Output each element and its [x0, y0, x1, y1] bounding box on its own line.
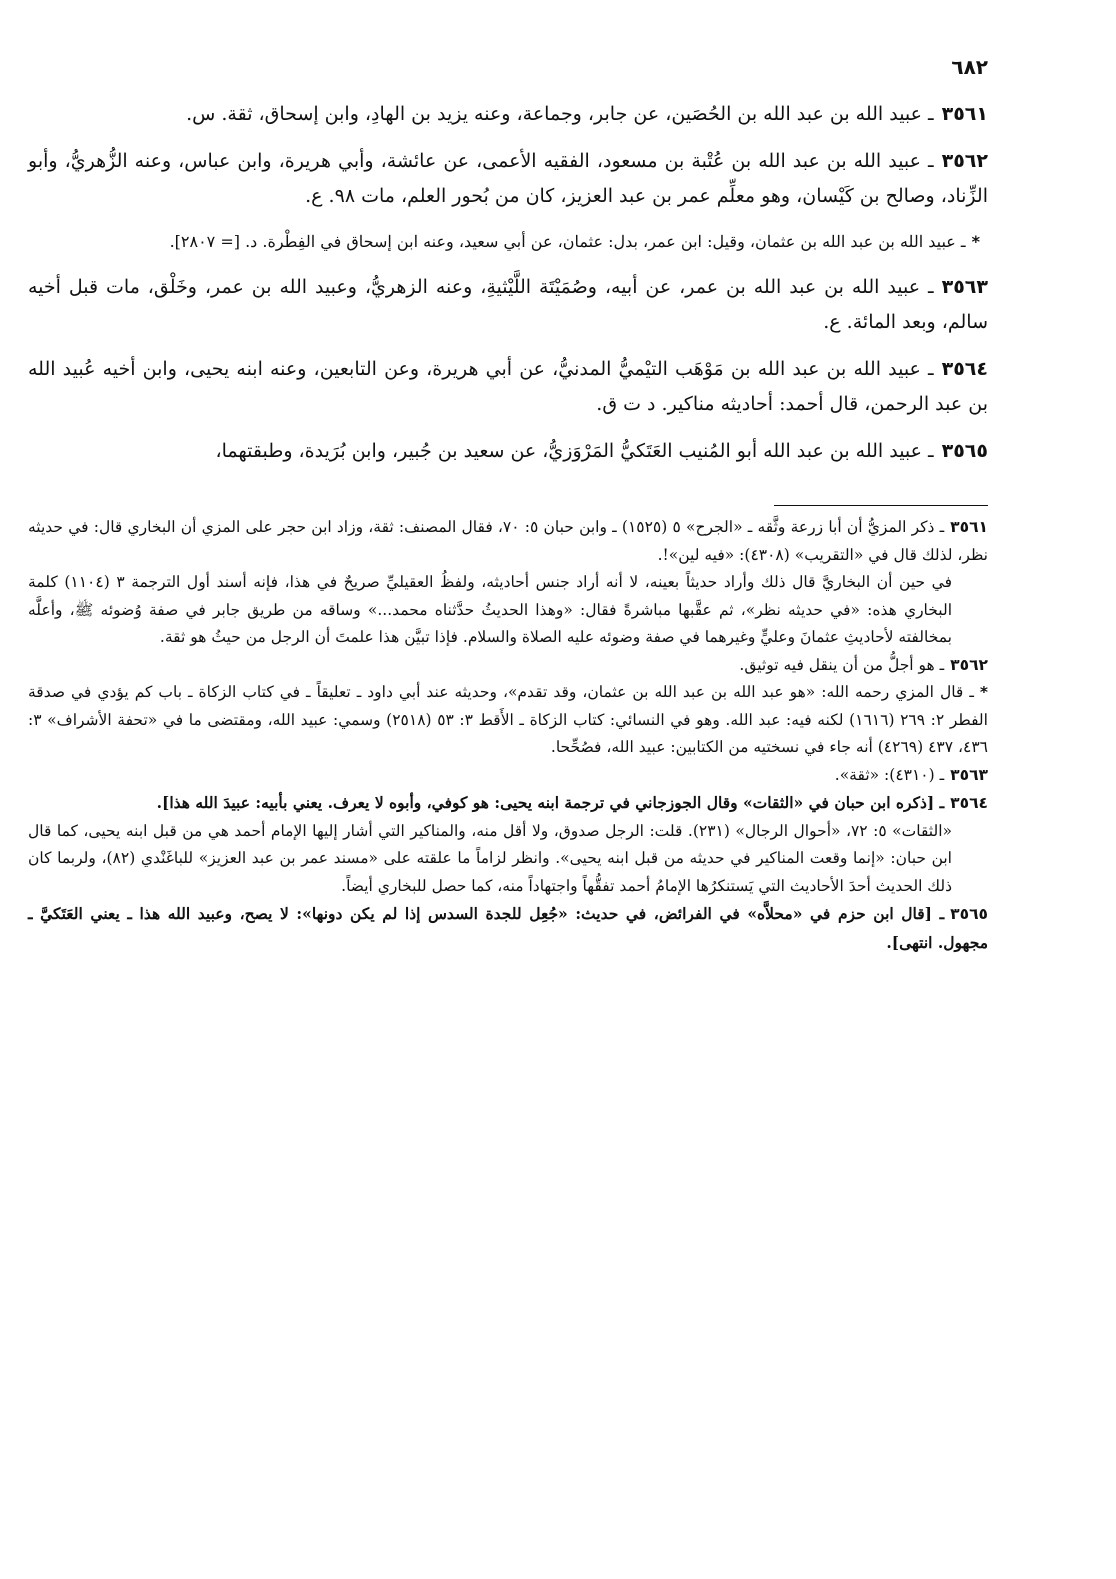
- footnote-star-marker: *: [979, 683, 988, 701]
- entry-text: ـ عبيد الله بن عبد الله بن عمر، عن أبيه، وصُمَيْتَة اللَّيْثيةِ، وعنه الزهريُّ، وعبيد الله بن عمر، وخَلْق، مات قبل أخيه سالم، وبعد المائة. ع.: [28, 276, 988, 333]
- entry-3564: [28, 352, 988, 422]
- footnote-3564: [28, 789, 988, 818]
- entry-star-marker: *: [971, 232, 980, 251]
- entry-3563: [28, 270, 988, 340]
- entry-3561: [28, 97, 988, 132]
- entry-number: ٣٥٦١: [941, 103, 988, 125]
- footnote-divider: [774, 505, 988, 506]
- footnote-text: ـ ذكر المزيُّ أن أبا زرعة وثَّقه ـ «الجرح» ٥ (١٥٢٥) ـ وابن حبان ٥: ٧٠، فقال المصنف: ثقة، وزاد ابن حجر على المزي أن البخاري قال: في حديثه نظر، لذلك قال في «التقريب» (٤٣٠٨): «فيه لين»!.: [28, 518, 988, 564]
- footnote-text: ـ (٤٣١٠): «ثقة».: [834, 765, 945, 784]
- entry-number: ٣٥٦٤: [941, 358, 988, 380]
- entry-number: ٣٥٦٥: [941, 440, 988, 462]
- footnote-number: ٣٥٦٢: [950, 655, 988, 674]
- entry-star: [28, 226, 988, 258]
- footnote-text: ـ [ذكره ابن حبان في «الثقات» وقال الجوزجاني في ترجمة ابنه يحيى: هو كوفي، وأبوه لا يعرف. يعني بأبيه: عبيدَ الله هذا].: [156, 793, 945, 812]
- footnote-3561: [28, 514, 988, 569]
- page-number: ٦٨٢: [951, 55, 988, 79]
- footnote-3562: [28, 652, 988, 680]
- entry-text: ـ عبيد الله بن عبد الله بن عثمان، وقيل: ابن عمر، بدل: عثمان، عن أبي سعيد، وعنه ابن إسحاق في الفِطْرة. د. [= ٢٨٠٧].: [169, 232, 966, 251]
- footnote-3563: [28, 762, 988, 790]
- footnote-number: ٣٥٦٤: [950, 794, 988, 812]
- footnote-text: ـ [قال ابن حزم في «محلاَّه» في الفرائض، في حديث: «جُعِل للجدة السدس إذا لم يكن دونها»: لا يصح، وعبيد الله هذا ـ يعني العَتَكيَّ ـ مجهول. انتهى].: [28, 904, 988, 952]
- footnote-3561-continuation: في حين أن البخاريَّ قال ذلك وأراد حديثاً بعينه، لا أنه أراد جنس أحاديثه، ولفظُ العقيليِّ صريحٌ في هذا، فإنه أسند أول الترجمة ٣ (١١٠٤) كلمة البخاري هذه: «في حديثه نظر»، ثم عقَّبها مباشرةً فقال: «وهذا الحديثُ حدَّثناه محمد...» وساقه من طريق جابر في صفة وُضوئه ﷺ، وأعلَّه بمخالفته لأحاديثِ عثمانَ وعليٍّ وغيرهما في صفة وضوئه عليه الصلاة والسلام. فإذا تبيَّن هذا علمتَ أن الرجل من حيثُ هو ثقة.: [28, 573, 952, 646]
- footnote-number: ٣٥٦٥: [950, 905, 988, 923]
- footnote-3564-continuation: «الثقات» ٥: ٧٢، «أحوال الرجال» (٢٣١). قلت: الرجل صدوق، ولا أقل منه، والمناكير التي أشار إليها الإمام أحمد هي من قبل ابنه يحيى، كما قال ابن حبان: «إنما وقعت المناكير في حديثه من قبل ابنه يحيى». وانظر لزاماً ما علقته على «مسند عمر بن عبد العزيز» للباغَنْدي (٨٢)، ولربما كان ذلك الحديث أحدَ الأحاديث التي يَستنكرُها الإمامُ أحمد تفقُّهاً واجتهاداً منه، كما حصل للبخاري أيضاً.: [28, 821, 953, 895]
- entry-text: ـ عبيد الله بن عبد الله بن الحُصَين، عن جابر، وجماعة، وعنه يزيد بن الهادِ، وابن إسحاق، ثقة. س.: [186, 103, 934, 125]
- entry-text: ـ عبيد الله بن عبد الله بن عُتْبة بن مسعود، الفقيه الأعمى، عن عائشة، وأبي هريرة، وابن عباس، وعنه الزُّهريُّ، وأبو الزِّناد، وصالح بن كَيْسان، وهو معلِّم عمر بن عبد العزيز، كان من بُحور العلم، مات ٩٨. ع.: [28, 150, 988, 207]
- footnote-number: ٣٥٦٣: [950, 765, 988, 784]
- footnote-3565: [28, 900, 988, 956]
- page-body: [28, 55, 988, 956]
- entry-3562: [28, 144, 988, 214]
- entry-text: ـ عبيد الله بن عبد الله أبو المُنيب العَتَكيُّ المَرْوَزيُّ، عن سعيد بن جُبير، وابن بُرَيدة، وطبقتهما،: [215, 440, 934, 462]
- footnote-text: ـ قال المزي رحمه الله: «هو عبد الله بن عبد الله بن عثمان، وقد تقدم»، وحديثه عند أبي داود ـ تعليقاً ـ في كتاب الزكاة ـ باب كم يؤدي في صدقة الفطر ٢: ٢٦٩ (١٦١٦) لكنه فيه: عبد الله. وهو في النسائي: كتاب الزكاة ـ الأَقط ٣: ٥٣ (٢٥١٨) وسمي: عبيد الله، ومقتضى ما في «تحفة الأشراف» ٣: ٤٣٦، ٤٣٧ (٤٢٦٩) أنه جاء في نسختيه من الكتابين: عبيد الله، فصُحِّحا.: [28, 683, 988, 756]
- entry-number: ٣٥٦٢: [941, 150, 988, 172]
- entry-3565: [28, 434, 988, 469]
- footnote-star: [28, 679, 988, 762]
- footnote-number: ٣٥٦١: [950, 518, 988, 536]
- footnote-text: ـ هو أجلُّ من أن ينقل فيه توثيق.: [739, 655, 945, 674]
- entry-number: ٣٥٦٣: [941, 276, 988, 298]
- entry-text: ـ عبيد الله بن عبد الله بن مَوْهَب التيْميُّ المدنيُّ، عن أبي هريرة، وعن التابعين، وعنه ابنه يحيى، وابن أخيه عُبيد الله بن عبد الرحمن، قال أحمد: أحاديثه مناكير. د ت ق.: [28, 358, 988, 415]
